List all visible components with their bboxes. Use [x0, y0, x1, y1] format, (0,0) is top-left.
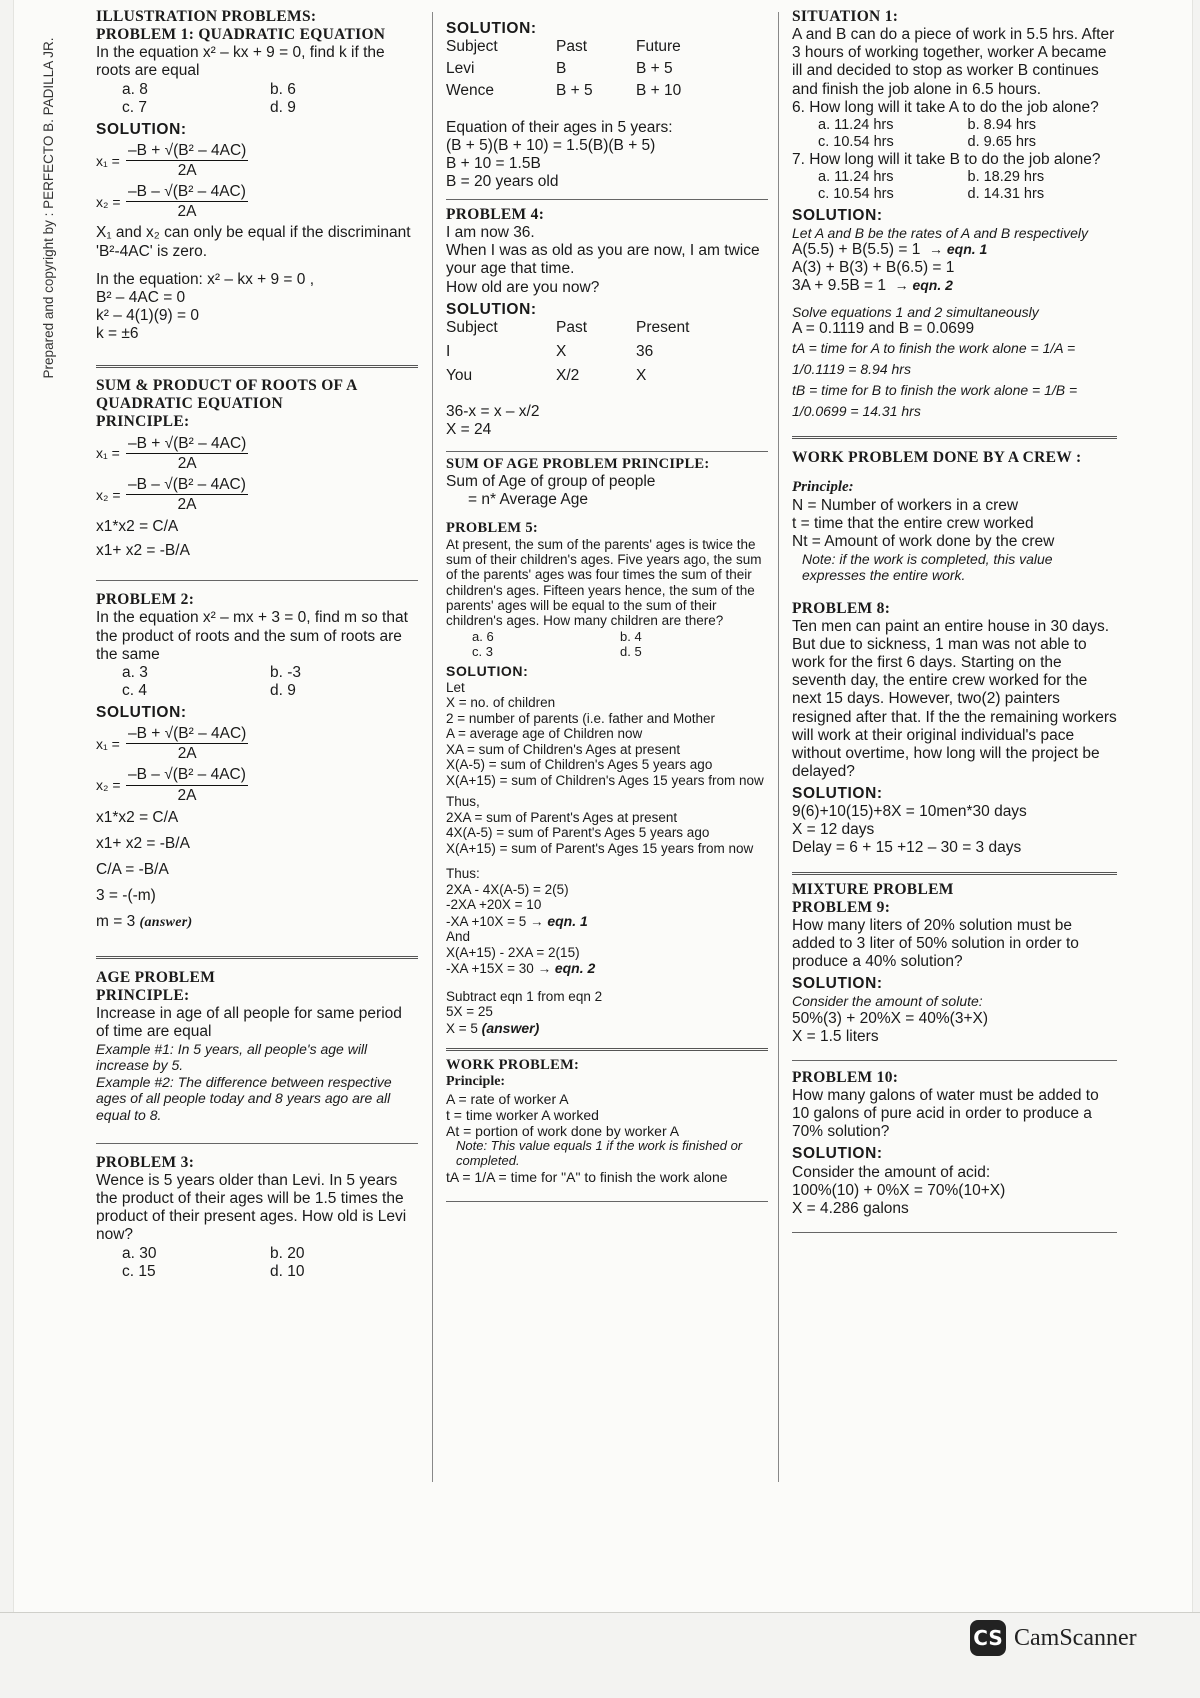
- formula-x1: [96, 142, 418, 180]
- table-cell: B: [556, 60, 567, 78]
- equation-line: [792, 241, 1117, 259]
- solution-line: C/A = -B/A: [96, 860, 169, 878]
- answer-value: m = 3: [96, 913, 136, 931]
- choice: b. 18.29 hrs: [967, 168, 1045, 185]
- document-page: [14, 0, 1192, 1612]
- table-cell: B + 5: [636, 60, 673, 78]
- equation-text: -XA +10X = 5 →: [446, 913, 548, 929]
- solution-label: SOLUTION:: [446, 300, 537, 318]
- problem-8-title: PROBLEM 8:: [792, 599, 891, 617]
- problem-10-question: How many galons of water must be added to 10 galons of pure acid in order to produce a 70% solution?: [792, 1087, 1099, 1141]
- sum-product-title: SUM & PRODUCT OF ROOTS OF A QUADRATIC EQUATION: [96, 377, 357, 413]
- table-cell: I: [446, 342, 451, 360]
- solution-line: In the equation: x² – kx + 9 = 0 ,: [96, 270, 314, 288]
- solution-line: Equation of their ages in 5 years:: [446, 118, 673, 136]
- camscanner-text: CamScanner: [1014, 1624, 1137, 1651]
- solution-answer-line: [96, 913, 418, 931]
- equation-line: A(3) + B(3) + B(6.5) = 1: [792, 259, 955, 277]
- section-divider: [446, 199, 768, 200]
- formula-denominator: 2A: [177, 162, 197, 179]
- solution-line: X = 4.286 galons: [792, 1199, 909, 1217]
- formula-numerator: –B – √(B² – 4AC): [126, 183, 248, 202]
- problem-3-title: PROBLEM 3:: [96, 1153, 195, 1171]
- choice: a. 11.24 hrs: [818, 168, 894, 185]
- answer-value: X = 5: [446, 1020, 482, 1036]
- age-example-2: Example #2: The difference between respective ages of all people today and 8 years ago are all equal to 8.: [96, 1073, 392, 1123]
- table-cell: X: [556, 342, 567, 360]
- solution-line: (B + 5)(B + 10) = 1.5(B)(B + 5): [446, 136, 656, 154]
- table-header: Future: [636, 38, 681, 56]
- equation-line: And: [446, 929, 471, 945]
- question-7: 7. How long will it take B to do the job alone?: [792, 150, 1101, 168]
- solution-label: SOLUTION:: [792, 1145, 883, 1163]
- solution-let: Let A and B be the rates of A and B respectively: [792, 224, 1088, 241]
- equation-text: 3A + 9.5B = 1: [792, 277, 886, 295]
- equation-line: -2XA +20X = 10: [446, 897, 542, 913]
- age-principle-text: Increase in age of all people for same period of time are equal: [96, 1004, 402, 1040]
- formula-x1: [96, 725, 418, 763]
- sum-age-principle: Sum of Age of group of people: [446, 473, 656, 491]
- problem-2-question: In the equation x² – mx + 3 = 0, find m so that the product of roots and the sum of roots are the same: [96, 609, 408, 663]
- section-divider: [792, 436, 1117, 439]
- solution-line: B = 20 years old: [446, 172, 559, 190]
- formula-denominator: 2A: [177, 745, 197, 763]
- solution-line: 36-x = x – x/2: [446, 403, 540, 421]
- equation-line: Subtract eqn 1 from eqn 2: [446, 988, 603, 1004]
- principle-line: tA = 1/A = time for "A" to finish the work alone: [446, 1168, 728, 1185]
- crew-title: WORK PROBLEM DONE BY A CREW :: [792, 449, 1082, 467]
- let-line: 2 = number of parents (i.e. father and Mother: [446, 710, 716, 726]
- formula-numerator: –B + √(B² – 4AC): [126, 435, 248, 454]
- column-2: [446, 8, 768, 1212]
- age-table-2: [446, 319, 768, 385]
- solution-line: 3 = -(-m): [96, 887, 156, 904]
- equation-line: 5X = 25: [446, 1004, 493, 1020]
- choice: b. 8.94 hrs: [967, 116, 1037, 133]
- thus-line: 4X(A-5) = sum of Parent's Ages 5 years ago: [446, 825, 710, 841]
- formula-x2: [96, 766, 418, 804]
- choice: a. 3: [122, 663, 148, 681]
- principle-line: At = portion of work done by worker A: [446, 1122, 680, 1139]
- ta-line: tA = time for A to finish the work alone = 1/A = 1/0.1119 = 8.94 hrs: [792, 340, 1076, 378]
- formula-denominator: 2A: [177, 495, 197, 513]
- choice: d. 5: [620, 643, 642, 659]
- consider-note: Consider the amount of acid:: [792, 1163, 991, 1181]
- problem-1-title: PROBLEM 1: QUADRATIC EQUATION: [96, 26, 386, 44]
- age-example-1: Example #1: In 5 years, all people's age will increase by 5.: [96, 1041, 368, 1074]
- formula-lhs: x₂ =: [96, 777, 121, 794]
- solution-line: 9(6)+10(15)+8X = 10men*30 days: [792, 803, 1027, 821]
- equation-tag: eqn. 2: [554, 960, 596, 977]
- formula-denominator: 2A: [177, 454, 197, 472]
- choice: d. 14.31 hrs: [967, 185, 1045, 202]
- age-problem-title: AGE PROBLEM: [96, 968, 216, 986]
- problem-1-note: X₁ and x₂ can only be equal if the discriminant 'B²-4AC' is zero.: [96, 224, 411, 260]
- section-divider: [96, 365, 418, 368]
- equation-tag: eqn. 1: [547, 912, 588, 929]
- solution-line: X = 24: [446, 421, 492, 439]
- illustration-header: ILLUSTRATION PROBLEMS:: [96, 8, 317, 25]
- equation-line: [446, 913, 768, 930]
- thus-line: Thus,: [446, 794, 480, 810]
- principle-line: t = time worker A worked: [446, 1106, 599, 1123]
- choice: b. 20: [270, 1244, 305, 1262]
- section-divider: [446, 451, 768, 452]
- section-divider: [792, 1060, 1117, 1061]
- column-3: [792, 8, 1117, 1243]
- formula-numerator: –B + √(B² – 4AC): [126, 142, 248, 161]
- tb-line: tB = time for B to finish the work alone = 1/B = 1/0.0699 = 14.31 hrs: [792, 382, 1078, 420]
- problem-4-question: When I was as old as you are now, I am twice your age that time.: [446, 242, 760, 278]
- question-6: 6. How long will it take A to do the job alone?: [792, 98, 1099, 116]
- thus-line: 2XA = sum of Parent's Ages at present: [446, 809, 678, 825]
- equation-tag: → eqn. 2: [894, 277, 953, 294]
- section-divider: [792, 1232, 1117, 1233]
- principle-line: N = Number of workers in a crew: [792, 496, 1019, 514]
- solution-line: x1+ x2 = -B/A: [96, 834, 190, 852]
- solution-answer-line: [446, 1020, 768, 1037]
- situation-text: A and B can do a piece of work in 5.5 hrs. After 3 hours of working together, worker A became ill and decided to stop as worker B continues and finish the job alone in 6.5 hours.: [792, 26, 1115, 98]
- equation-tag: → eqn. 1: [929, 241, 988, 258]
- table-header: Subject: [446, 318, 498, 336]
- choice: b. -3: [270, 663, 302, 681]
- problem-3-question: Wence is 5 years older than Levi. In 5 years the product of their ages will be 1.5 times the product of their present ages. How old is Levi now?: [96, 1172, 407, 1244]
- sum-age-title: SUM OF AGE PROBLEM PRINCIPLE:: [446, 456, 710, 473]
- choice: c. 3: [472, 643, 493, 659]
- table-cell: B + 5: [556, 82, 593, 100]
- choice: d. 10: [270, 1262, 305, 1280]
- principle-line: t = time that the entire crew worked: [792, 514, 1034, 532]
- problem-5-question: At present, the sum of the parents' ages is twice the sum of their children's ages. Five years ago, the sum of the parents' ages was four times the sum of their children's ages. Fifteen years hence, the sum of the parents' ages will be equal to the sum of their children's ages. How many children are there?: [446, 536, 762, 629]
- equation-text: -XA +15X = 30 →: [446, 961, 555, 977]
- solution-line: k = ±6: [96, 325, 139, 342]
- table-cell: You: [446, 367, 473, 384]
- table-cell: X/2: [556, 367, 580, 384]
- let-line: Let: [446, 679, 465, 695]
- choice: c. 4: [122, 681, 147, 699]
- problem-10-title: PROBLEM 10:: [792, 1068, 899, 1086]
- problem-4-title: PROBLEM 4:: [446, 206, 545, 223]
- formula-x2: [96, 476, 418, 514]
- question-7-choices: [792, 169, 1117, 203]
- problem-4-question: How old are you now?: [446, 278, 600, 296]
- consider-note: Consider the amount of solute:: [792, 993, 983, 1010]
- formula-denominator: 2A: [177, 786, 197, 804]
- age-table-1: [446, 38, 768, 100]
- solution-label: SOLUTION:: [96, 120, 187, 138]
- let-line: X(A-5) = sum of Children's Ages 5 years ago: [446, 757, 713, 773]
- let-line: X(A+15) = sum of Children's Ages 15 years from now: [446, 772, 764, 788]
- solution-label: SOLUTION:: [446, 20, 537, 37]
- solution-line: X = 12 days: [792, 821, 875, 839]
- problem-1-choices: [96, 81, 418, 117]
- choice: d. 9: [270, 98, 296, 116]
- choice: a. 8: [122, 80, 148, 98]
- solution-line: B + 10 = 1.5B: [446, 154, 541, 172]
- answer-tag: (answer): [481, 1019, 540, 1036]
- sum-age-principle: = n* Average Age: [468, 491, 588, 509]
- equation-text: A(5.5) + B(5.5) = 1: [792, 241, 921, 259]
- table-cell: 36: [636, 342, 654, 360]
- choice: b. 4: [620, 628, 642, 644]
- equation-line: Thus:: [446, 866, 480, 882]
- solution-line: k² – 4(1)(9) = 0: [96, 306, 199, 324]
- formula-numerator: –B + √(B² – 4AC): [126, 725, 248, 744]
- principle-label: Principle:: [792, 479, 854, 496]
- solve-note: Solve equations 1 and 2 simultaneously: [792, 303, 1039, 320]
- solution-label: SOLUTION:: [792, 975, 883, 993]
- column-divider: [778, 12, 779, 1482]
- solution-label: SOLUTION:: [792, 785, 883, 803]
- solution-label: SOLUTION:: [96, 704, 187, 721]
- solution-label: SOLUTION:: [792, 206, 883, 224]
- solution-line: 100%(10) + 0%X = 70%(10+X): [792, 1181, 1006, 1199]
- section-divider: [446, 1048, 768, 1051]
- equation-line: X(A+15) - 2XA = 2(15): [446, 944, 580, 960]
- section-divider: [792, 872, 1117, 875]
- principle-label: PRINCIPLE:: [96, 413, 190, 431]
- table-header: Present: [636, 318, 690, 336]
- problem-4-question: I am now 36.: [446, 224, 535, 242]
- mixture-title: MIXTURE PROBLEM: [792, 880, 954, 898]
- equation-line: [792, 277, 1117, 295]
- situation-title: SITUATION 1:: [792, 8, 899, 25]
- problem-9-question: How many liters of 20% solution must be added to 3 liter of 50% solution in order to produce a 40% solution?: [792, 916, 1079, 971]
- work-note: Note: This value equals 1 if the work is finished or completed.: [456, 1138, 743, 1168]
- table-cell: Levi: [446, 60, 475, 78]
- choice: c. 10.54 hrs: [818, 133, 894, 150]
- let-line: X = no. of children: [446, 695, 556, 711]
- table-cell: X: [636, 367, 647, 384]
- choice: b. 6: [270, 80, 296, 98]
- section-divider: [96, 1143, 418, 1144]
- choice: c. 15: [122, 1262, 156, 1280]
- page-edge: [0, 1612, 1200, 1613]
- solution-line: x1*x2 = C/A: [96, 808, 179, 826]
- formula-lhs: x₁ =: [96, 736, 120, 753]
- choice: d. 9.65 hrs: [967, 133, 1037, 150]
- formula-x2: [96, 183, 418, 221]
- problem-2-choices: [96, 664, 418, 700]
- column-divider: [432, 12, 433, 1482]
- choice: d. 9: [270, 681, 296, 699]
- problem-8-question: Ten men can paint an entire house in 30 days. But due to sickness, 1 man was not able to work for the first 6 days. Starting on the seventh day, the entire crew worked for the next 15 days. However, two(2) painters resigned after that. If the the remaining workers will work at their original individual's pace without overtime, how long will the project be delayed?: [792, 617, 1117, 780]
- work-problem-title: WORK PROBLEM:: [446, 1057, 580, 1074]
- formula-lhs: x₁ =: [96, 152, 120, 169]
- problem-9-title: PROBLEM 9:: [792, 898, 891, 916]
- solution-label: SOLUTION:: [446, 663, 529, 680]
- question-6-choices: [792, 117, 1117, 151]
- choice: c. 10.54 hrs: [818, 185, 894, 202]
- crew-note: Note: if the work is completed, this value expresses the entire work.: [802, 551, 1053, 584]
- solution-line: B² – 4AC = 0: [96, 288, 186, 306]
- section-divider: [96, 580, 418, 581]
- camscanner-watermark: [970, 1620, 1137, 1656]
- sum-formula: x1+ x2 = -B/A: [96, 542, 190, 560]
- formula-lhs: x₂ =: [96, 486, 121, 503]
- formula-numerator: –B – √(B² – 4AC): [126, 476, 248, 495]
- table-header: Past: [556, 38, 588, 56]
- side-credit: Prepared and copyright by : PERFECTO B. PADILLA JR.: [41, 37, 56, 379]
- choice: a. 6: [472, 628, 494, 644]
- table-cell: B + 10: [636, 82, 682, 100]
- problem-5-title: PROBLEM 5:: [446, 519, 539, 536]
- section-divider: [446, 1201, 768, 1202]
- solution-line: X = 1.5 liters: [792, 1027, 879, 1045]
- section-divider: [96, 956, 418, 959]
- principle-line: A = rate of worker A: [446, 1090, 569, 1107]
- problem-2-title: PROBLEM 2:: [96, 591, 195, 609]
- choice: c. 7: [122, 98, 147, 116]
- solution-line: 50%(3) + 20%X = 40%(3+X): [792, 1009, 989, 1027]
- formula-lhs: x₂ =: [96, 194, 121, 211]
- equation-line: 2XA - 4X(A-5) = 2(5): [446, 881, 569, 897]
- principle-line: Nt = Amount of work done by the crew: [792, 532, 1055, 550]
- principle-label: Principle:: [446, 1074, 506, 1090]
- let-line: A = average age of Children now: [446, 726, 643, 742]
- principle-label: PRINCIPLE:: [96, 986, 190, 1004]
- formula-denominator: 2A: [177, 203, 197, 221]
- column-1: [96, 8, 418, 1281]
- answer-tag: (answer): [139, 915, 193, 931]
- solution-line: Delay = 6 + 15 +12 – 30 = 3 days: [792, 839, 1022, 857]
- thus-line: X(A+15) = sum of Parent's Ages 15 years from now: [446, 840, 754, 856]
- problem-5-choices: [446, 629, 768, 659]
- table-header: Past: [556, 318, 588, 336]
- formula-x1: [96, 435, 418, 473]
- formula-lhs: x₁ =: [96, 445, 120, 462]
- choice: a. 30: [122, 1244, 157, 1262]
- product-formula: x1*x2 = C/A: [96, 518, 179, 535]
- let-line: XA = sum of Children's Ages at present: [446, 741, 681, 757]
- solution-line: A = 0.1119 and B = 0.0699: [792, 319, 975, 337]
- table-header: Subject: [446, 38, 498, 56]
- formula-numerator: –B – √(B² – 4AC): [126, 766, 248, 785]
- equation-line: [446, 960, 768, 977]
- problem-1-question: In the equation x² – kx + 9 = 0, find k if the roots are equal: [96, 44, 385, 80]
- problem-3-choices: [96, 1245, 418, 1281]
- choice: a. 11.24 hrs: [818, 116, 894, 133]
- table-cell: Wence: [446, 82, 494, 100]
- camscanner-logo-icon: CS: [970, 1620, 1006, 1656]
